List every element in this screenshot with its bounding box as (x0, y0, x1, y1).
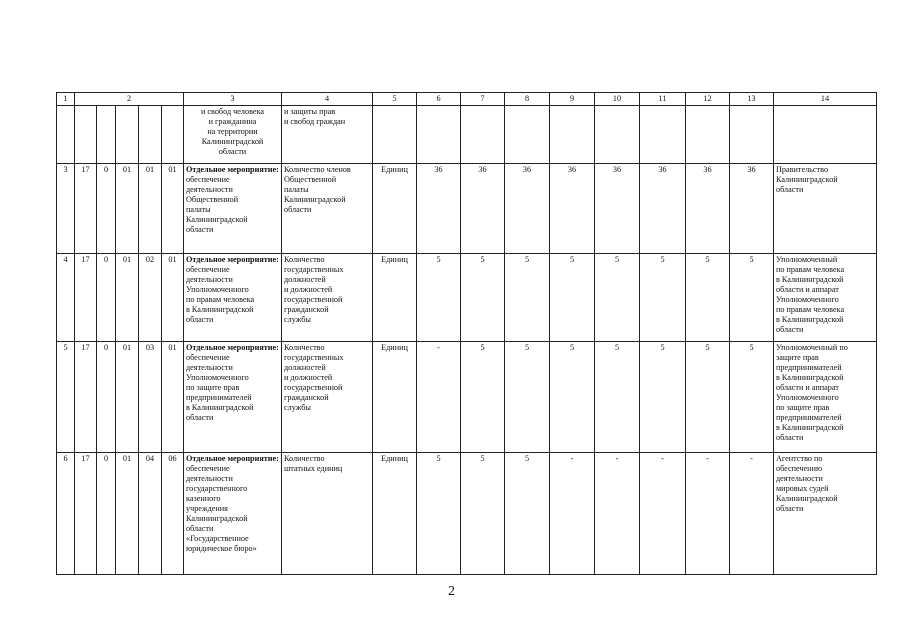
header-col-7: 7 (461, 93, 505, 106)
header-col-5: 5 (373, 93, 417, 106)
table-row: 6 17 0 01 04 06 Отдельное мероприятие: обеспечение деятельности государственного казенного учреждения Калининградской области «Государственное юридическое бюро» Количество штатных единиц Единиц 5 5 5 - - - - - Агентство по обеспечению деятельности мировых судей Калининградской области (57, 453, 877, 575)
header-col-4: 4 (282, 93, 373, 106)
header-col-11: 11 (640, 93, 686, 106)
header-col-3: 3 (184, 93, 282, 106)
table-row: 4 17 0 01 02 01 Отдельное мероприятие: обеспечение деятельности Уполномоченного по правам человека в Калининградской области Количество государственных должностей и должностей государственной гражданской службы Единиц 5 5 5 5 5 5 5 5 Уполномоченный по правам человека в Калининградской области и аппарат Уполномоченного по правам человека в Калининградской области (57, 254, 877, 342)
responsible-cell: Уполномоченный по правам человека в Калининградской области и аппарат Уполномоченного по правам человека в Калининградской области (774, 254, 877, 342)
activity-cell: Отдельное мероприятие: обеспечение деятельности Уполномоченного по правам человека в Калининградской области (184, 254, 282, 342)
header-col-8: 8 (505, 93, 550, 106)
header-col-14: 14 (774, 93, 877, 106)
cont-indicator-cell: и защиты прав и свобод граждан (282, 106, 373, 164)
header-col-13: 13 (730, 93, 774, 106)
continuation-row (57, 106, 877, 164)
header-col-2: 2 (75, 93, 184, 106)
header-col-6: 6 (417, 93, 461, 106)
table-row: 3 17 0 01 01 01 Отдельное мероприятие: обеспечение деятельности Общественной палаты Калининградской области Количество членов Общественной палаты Калининградской области Единиц 36 36 36 36 36 36 36 36 Правительство Калининградской области (57, 164, 877, 254)
indicator-cell: Количество штатных единиц (282, 453, 373, 575)
header-col-9: 9 (550, 93, 595, 106)
responsible-cell: Правительство Калининградской области (774, 164, 877, 254)
indicator-cell: Количество государственных должностей и должностей государственной гражданской службы (282, 342, 373, 453)
activity-cell: Отдельное мероприятие: обеспечение деятельности Уполномоченного по защите прав предпринимателей в Калининградской области (184, 342, 282, 453)
header-col-12: 12 (686, 93, 730, 106)
activity-cell: Отдельное мероприятие: обеспечение деятельности государственного казенного учреждения Калининградской области «Государственное юридическое бюро» (184, 453, 282, 575)
responsible-cell: Уполномоченный по защите прав предпринимателей в Калининградской области и аппарат Уполномоченного по защите прав предпринимателей в Калининградской области (774, 342, 877, 453)
activity-cell: Отдельное мероприятие: обеспечение деятельности Общественной палаты Калининградской области (184, 164, 282, 254)
table-row: 5 17 0 01 03 01 Отдельное мероприятие: обеспечение деятельности Уполномоченного по защите прав предпринимателей в Калининградской области Количество государственных должностей и должностей государственной гражданской службы Единиц - 5 5 5 5 5 5 5 Уполномоченный по защите прав предпринимателей в Калининградской области и аппарат Уполномоченного по защите прав предпринимателей в Калининградской области (57, 342, 877, 453)
page-number: 2 (448, 584, 455, 599)
header-col-10: 10 (595, 93, 640, 106)
responsible-cell: Агентство по обеспечению деятельности мировых судей Калининградской области (774, 453, 877, 575)
indicator-cell: Количество членов Общественной палаты Калининградской области (282, 164, 373, 254)
header-row (57, 93, 877, 106)
program-table (56, 92, 877, 575)
cont-activity-cell: и свобод человека и гражданина на территории Калининградской области (184, 106, 282, 164)
indicator-cell: Количество государственных должностей и должностей государственной гражданской службы (282, 254, 373, 342)
header-col-1: 1 (57, 93, 75, 106)
